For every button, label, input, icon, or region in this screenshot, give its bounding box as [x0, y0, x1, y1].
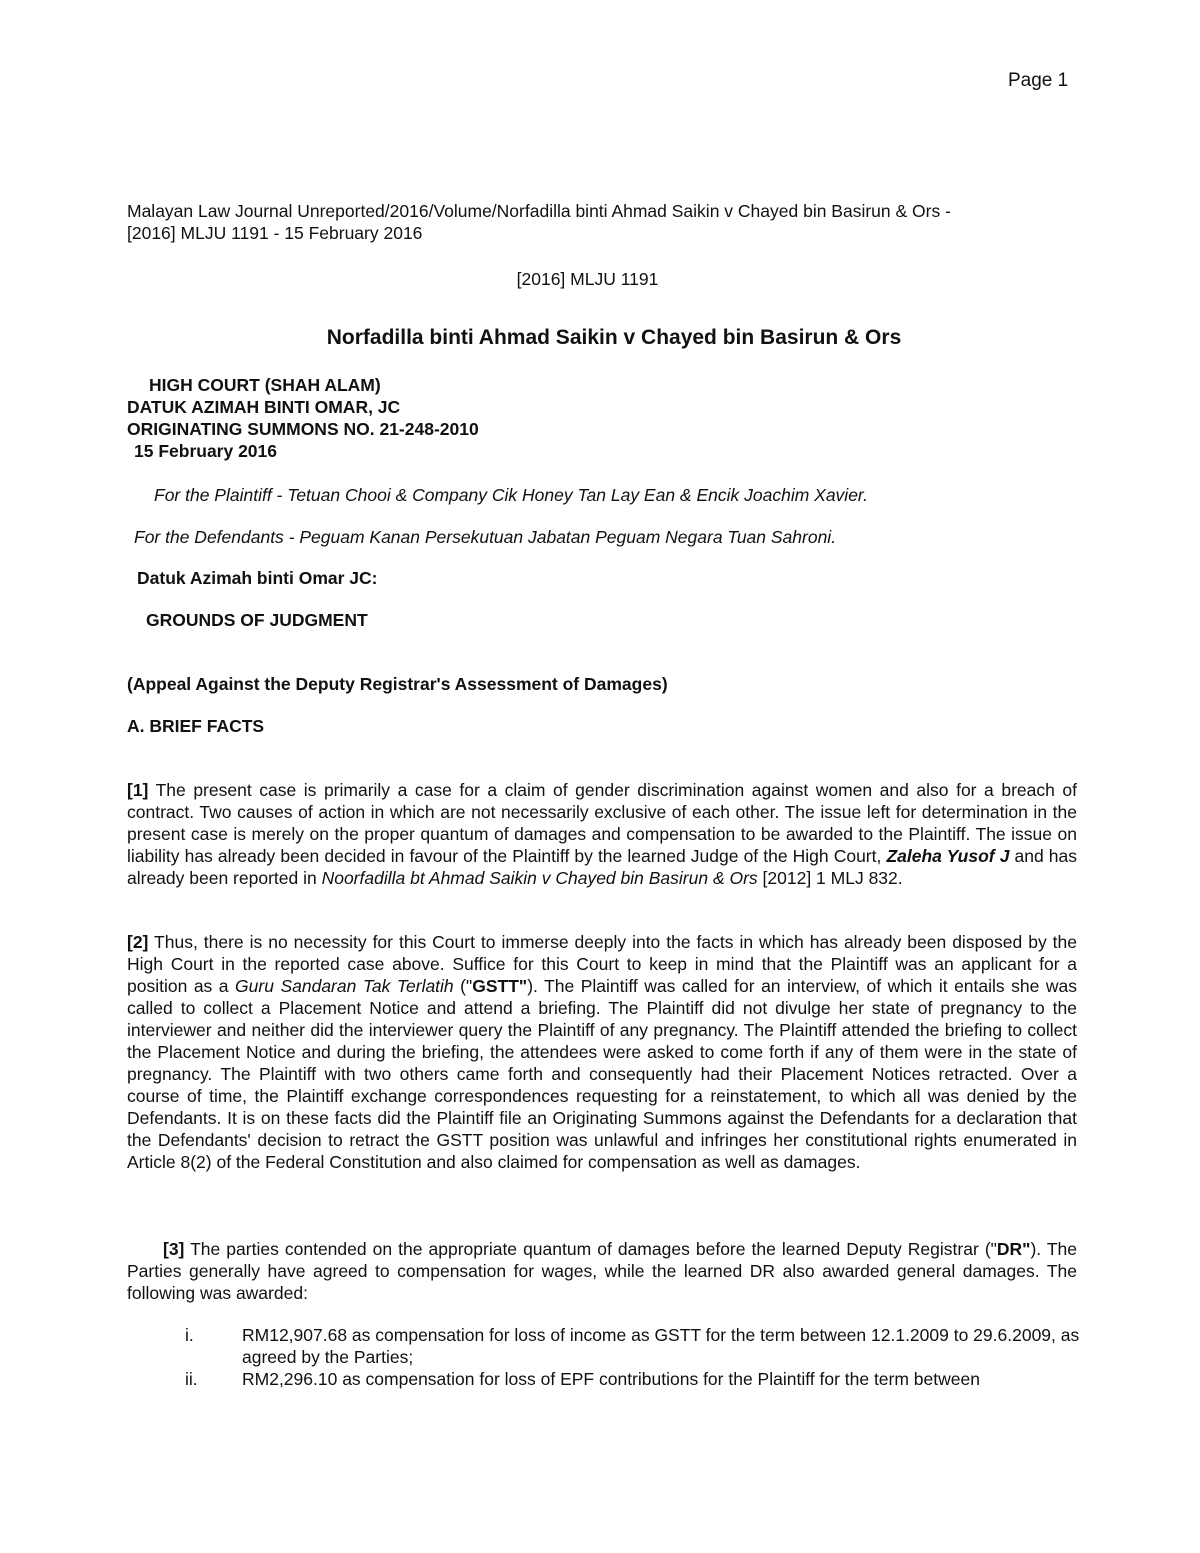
citation-reference: [2016] MLJU 1191	[516, 269, 659, 289]
defined-term: Guru Sandaran Tak Terlatih	[235, 976, 454, 996]
paragraph-text: and has already been reported in	[127, 846, 1078, 888]
counsel-defendants: For the Defendants - Peguam Kanan Persekutuan Jabatan Peguam Negara Tuan Sahroni.	[134, 527, 837, 547]
award-item	[127, 1368, 1077, 1390]
page-number: Page 1	[1008, 70, 1069, 91]
award-text: RM2,296.10 as compensation for loss of EPF contributions for the Plaintiff for the term between	[242, 1369, 980, 1389]
abbreviation: DR"	[996, 1239, 1031, 1259]
paragraph-number: [1]	[127, 780, 149, 800]
paragraph-text: ). The Parties generally have agreed to compensation for wages, while the learned DR also awarded general damages. The following was awarded:	[127, 1239, 1078, 1303]
judgment-date: 15 February 2016	[134, 441, 278, 461]
appeal-heading: (Appeal Against the Deputy Registrar's Assessment of Damages)	[127, 674, 668, 694]
paragraph-3	[127, 1238, 1077, 1304]
paragraph-text: ("	[453, 976, 473, 996]
abbreviation: GSTT"	[472, 976, 528, 996]
award-text: RM12,907.68 as compensation for loss of income as GSTT for the term between 12.1.2009 to 29.6.2009, as agreed by the Parties;	[242, 1325, 1080, 1367]
case-reference: Noorfadilla bt Ahmad Saikin v Chayed bin Basirun & Ors	[321, 868, 758, 888]
court-details	[127, 374, 479, 462]
citation-line: Malayan Law Journal Unreported/2016/Volume/Norfadilla binti Ahmad Saikin v Chayed bin Basirun & Ors -	[127, 201, 951, 221]
paragraph-1	[127, 779, 1077, 889]
judge-reference: Zaleha Yusof J	[886, 846, 1010, 866]
judge-heading: Datuk Azimah binti Omar JC:	[137, 568, 378, 588]
list-marker: i.	[185, 1325, 194, 1345]
paragraph-number: [2]	[127, 932, 149, 952]
award-item	[127, 1324, 1080, 1368]
citation-line: [2016] MLJU 1191 - 15 February 2016	[127, 223, 423, 243]
counsel-plaintiff: For the Plaintiff - Tetuan Chooi & Company Cik Honey Tan Lay Ean & Encik Joachim Xavier.	[154, 485, 868, 505]
paragraph-text: The present case is primarily a case for a claim of gender discrimination against women and also for a breach of contract. Two causes of action in which are not necessarily exclusive of each other. The issue left for determination in the present case is merely on the proper quantum of damages and compensation to be awarded to the Plaintiff. The issue on liability has already been decided in favour of the Plaintiff by the learned Judge of the High Court,	[127, 780, 1077, 866]
list-marker: ii.	[185, 1369, 198, 1389]
grounds-heading: GROUNDS OF JUDGMENT	[146, 610, 368, 630]
court-name: HIGH COURT (SHAH ALAM)	[149, 375, 381, 395]
paragraph-text: [2012] 1 MLJ 832.	[757, 868, 903, 888]
case-title: Norfadilla binti Ahmad Saikin v Chayed bin Basirun & Ors	[326, 326, 902, 349]
section-heading: A. BRIEF FACTS	[127, 716, 265, 736]
paragraph-number: [3]	[163, 1239, 185, 1259]
summons-number: ORIGINATING SUMMONS NO. 21-248-2010	[127, 419, 479, 439]
paragraph-text: Thus, there is no necessity for this Court to immerse deeply into the facts in which has already been disposed by the High Court in the reported case above. Suffice for this Court to keep in mind that the Plaintiff was an applicant for a position as a	[127, 932, 1077, 996]
paragraph-2	[127, 931, 1077, 1173]
citation-header	[127, 200, 1087, 244]
paragraph-text: ). The Plaintiff was called for an interview, of which it entails she was called to collect a Placement Notice and attend a briefing. The Plaintiff did not divulge her state of pregnancy to the interviewer and neither did the interviewer query the Plaintiff of any pregnancy. The Plaintiff attended the briefing to collect the Placement Notice and during the briefing, the attendees were asked to come forth if any of them were in the state of pregnancy. The Plaintiff with two others came forth and consequently had their Placement Notices retracted. Over a course of time, the Plaintiff exchange correspondences requesting for a reinstatement, to which all was denied by the Defendants. It is on these facts did the Plaintiff file an Originating Summons against the Defendants for a declaration that the Defendants' decision to retract the GSTT position was unlawful and infringes her constitutional rights enumerated in Article 8(2) of the Federal Constitution and also claimed for compensation as well as damages.	[127, 976, 1078, 1172]
judge-name: DATUK AZIMAH BINTI OMAR, JC	[127, 397, 401, 417]
paragraph-text: The parties contended on the appropriate quantum of damages before the learned Deputy Registrar ("	[184, 1239, 997, 1259]
